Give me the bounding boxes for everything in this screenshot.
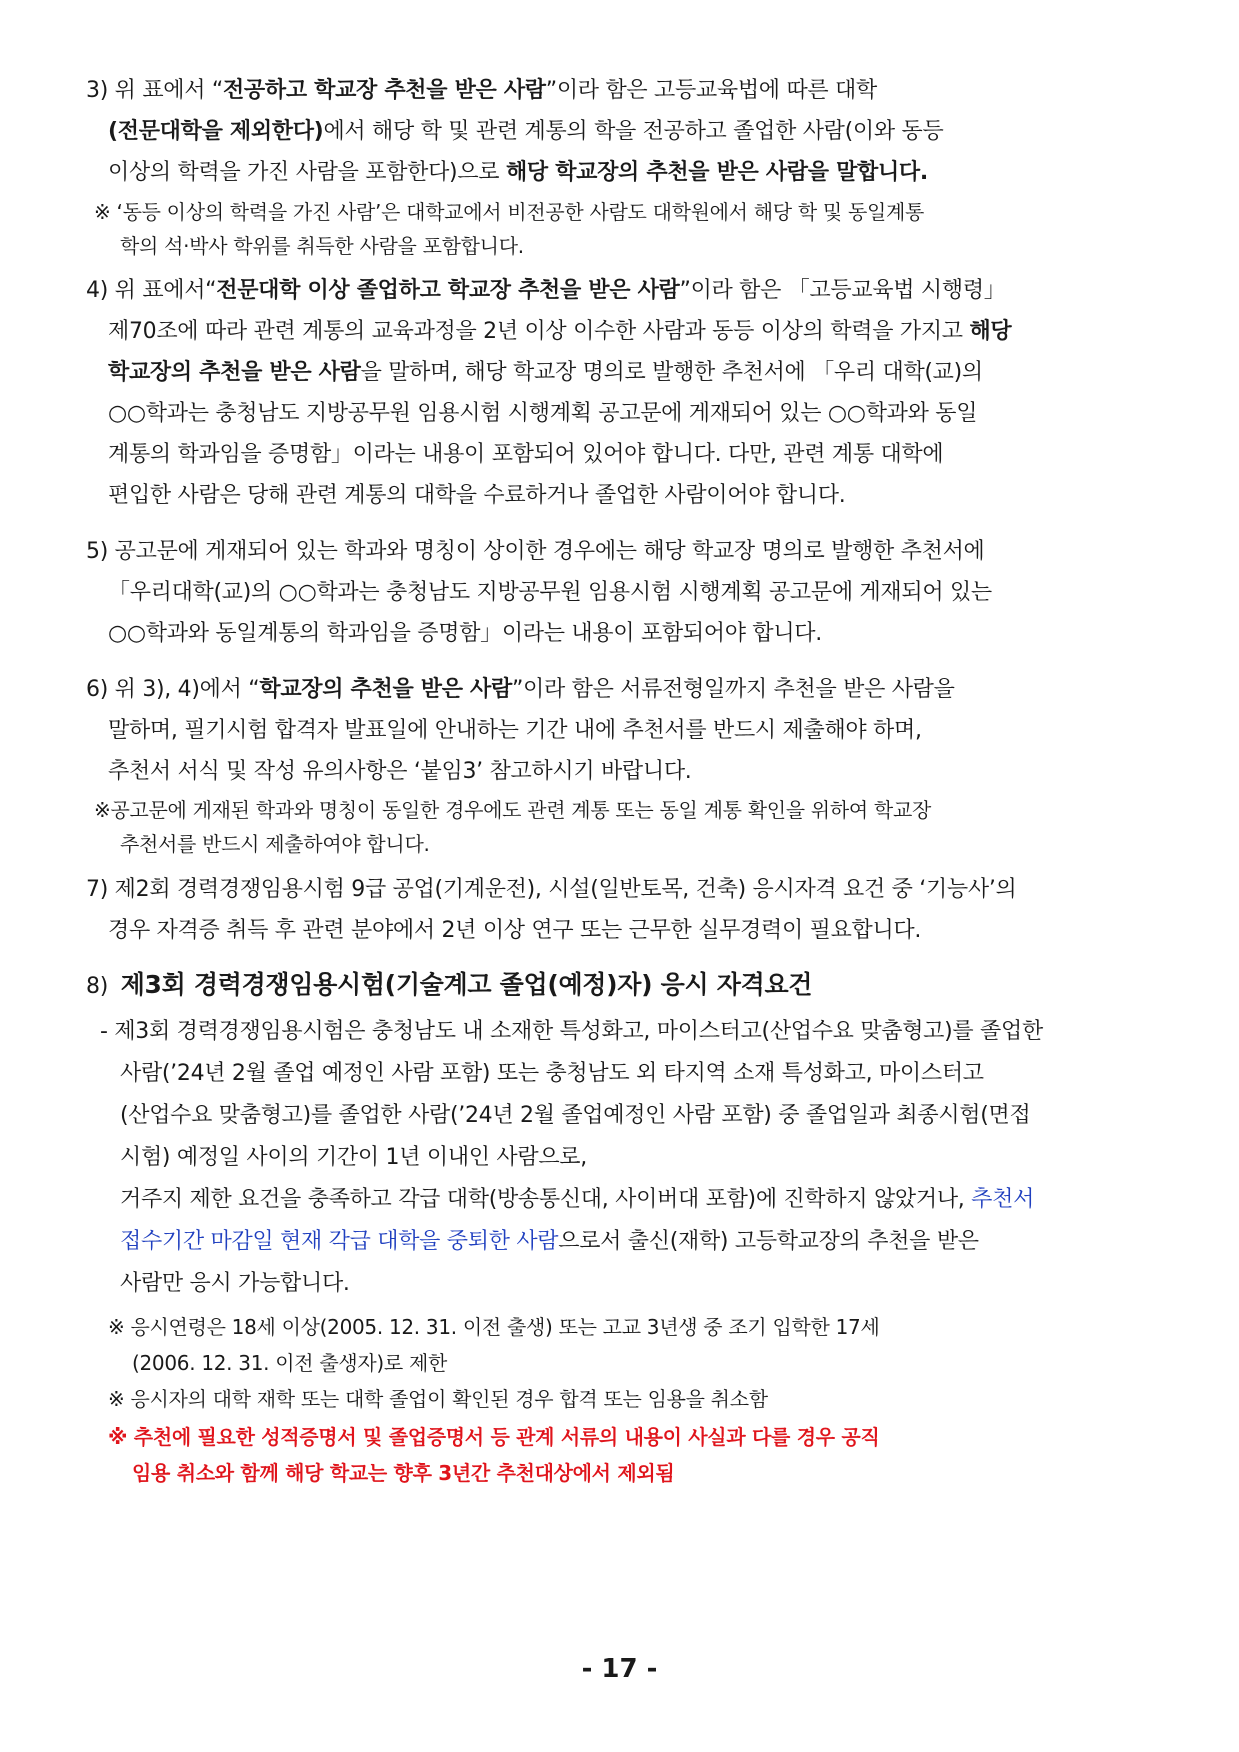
p8-line1: - 제3회 경력경쟁임용시험은 충청남도 내 소재한 특성화고, 마이스터고(산업수요 맞춤형고)를 졸업한 xyxy=(100,1019,1043,1044)
p8-line5: 거주지 제한 요건을 충족하고 각급 대학(방송통신대, 사이버대 포함)에 진학하지 않았거나, 추천서 xyxy=(120,1187,1035,1212)
p4-line4: ○○학과는 충청남도 지방공무원 임용시험 시행계획 공고문에 게재되어 있는 ○○학과와 동일 xyxy=(108,401,978,426)
p4-line1: 4) 위 표에서“전문대학 이상 졸업하고 학교장 추천을 받은 사람”이라 함은 「고등교육법 시행령」 xyxy=(86,278,1006,303)
p6-line1: 6) 위 3), 4)에서 “학교장의 추천을 받은 사람”이라 함은 서류전형일까지 추천을 받은 사람을 xyxy=(86,677,955,702)
p3-note-line1: ※ ‘동등 이상의 학력을 가진 사람’은 대학교에서 비전공한 사람도 대학원에서 해당 학 및 동일계통 xyxy=(94,200,925,224)
p8-title: 제3회 경력경쟁임용시험(기술계고 졸업(예정)자) 응시 자격요건 xyxy=(120,970,813,999)
p8-note1-line2: (2006. 12. 31. 이전 출생자)로 제한 xyxy=(132,1351,448,1375)
p3-line2: (전문대학을 제외한다)에서 해당 학 및 관련 계통의 학을 전공하고 졸업한 사람(이와 동등 xyxy=(108,119,944,144)
p8-warning-line2: 임용 취소와 함께 해당 학교는 향후 3년간 추천대상에서 제외됨 xyxy=(132,1461,675,1485)
p4-line2: 제70조에 따라 관련 계통의 교육과정을 2년 이상 이수한 사람과 동등 이상의 학력을 가지고 해당 xyxy=(108,319,1012,344)
p5-line2: 「우리대학(교)의 ○○학과는 충청남도 지방공무원 임용시험 시행계획 공고문에 게재되어 있는 xyxy=(108,580,992,605)
p8-number: 8) xyxy=(86,974,108,999)
p5-line3: ○○학과와 동일계통의 학과임을 증명함」이라는 내용이 포함되어야 합니다. xyxy=(108,621,822,646)
p8-line4: 시험) 예정일 사이의 기간이 1년 이내인 사람으로, xyxy=(120,1145,587,1170)
p8-note1-line1: ※ 응시연령은 18세 이상(2005. 12. 31. 이전 출생) 또는 고교 3년생 중 조기 입학한 17세 xyxy=(108,1315,880,1339)
p4-line6: 편입한 사람은 당해 관련 계통의 대학을 수료하거나 졸업한 사람이어야 합니다. xyxy=(108,483,846,508)
p8-line2: 사람(’24년 2월 졸업 예정인 사람 포함) 또는 충청남도 외 타지역 소재 특성화고, 마이스터고 xyxy=(120,1061,984,1086)
p4-line3: 학교장의 추천을 받은 사람을 말하며, 해당 학교장 명의로 발행한 추천서에 「우리 대학(교)의 xyxy=(108,360,983,385)
p7-line1: 7) 제2회 경력경쟁임용시험 9급 공업(기계운전), 시설(일반토목, 건축) 응시자격 요건 중 ‘기능사’의 xyxy=(86,877,1017,902)
p6-line2: 말하며, 필기시험 합격자 발표일에 안내하는 기간 내에 추천서를 반드시 제출해야 하며, xyxy=(108,718,922,743)
p3-line3: 이상의 학력을 가진 사람을 포함한다)으로 해당 학교장의 추천을 받은 사람을 말합니다. xyxy=(108,160,928,185)
p6-line3: 추천서 서식 및 작성 유의사항은 ‘붙임3’ 참고하시기 바랍니다. xyxy=(108,759,692,784)
p8-heading xyxy=(86,970,812,1002)
p3-note-line2: 학의 석·박사 학위를 취득한 사람을 포함합니다. xyxy=(120,234,524,258)
p6-note-line1: ※공고문에 게재된 학과와 명칭이 동일한 경우에도 관련 계통 또는 동일 계통 확인을 위하여 학교장 xyxy=(94,798,931,822)
p3-bold-term: 전공하고 학교장 추천을 받은 사람 xyxy=(222,78,546,103)
p5-line1: 5) 공고문에 게재되어 있는 학과와 명칭이 상이한 경우에는 해당 학교장 명의로 발행한 추천서에 xyxy=(86,539,985,564)
p8-line7: 사람만 응시 가능합니다. xyxy=(120,1271,350,1296)
p8-line3: (산업수요 맞춤형고)를 졸업한 사람(’24년 2월 졸업예정인 사람 포함) 중 졸업일과 최종시험(면접 xyxy=(120,1103,1031,1128)
page-number: - 17 - xyxy=(581,1654,658,1684)
p3-line1: 3) 위 표에서 “전공하고 학교장 추천을 받은 사람”이라 함은 고등교육법에 따른 대학 xyxy=(86,78,877,103)
p6-note-line2: 추천서를 반드시 제출하여야 합니다. xyxy=(120,832,430,856)
p8-note2: ※ 응시자의 대학 재학 또는 대학 졸업이 확인된 경우 합격 또는 임용을 취소함 xyxy=(108,1387,768,1411)
p7-line2: 경우 자격증 취득 후 관련 분야에서 2년 이상 연구 또는 근무한 실무경력이 필요합니다. xyxy=(108,918,922,943)
p4-line5: 계통의 학과임을 증명함」이라는 내용이 포함되어 있어야 합니다. 다만, 관련 계통 대학에 xyxy=(108,442,944,467)
p8-warning-line1: ※ 추천에 필요한 성적증명서 및 졸업증명서 등 관계 서류의 내용이 사실과 다를 경우 공직 xyxy=(108,1425,880,1449)
p8-line6: 접수기간 마감일 현재 각급 대학을 중퇴한 사람으로서 출신(재학) 고등학교장의 추천을 받은 xyxy=(120,1229,979,1254)
